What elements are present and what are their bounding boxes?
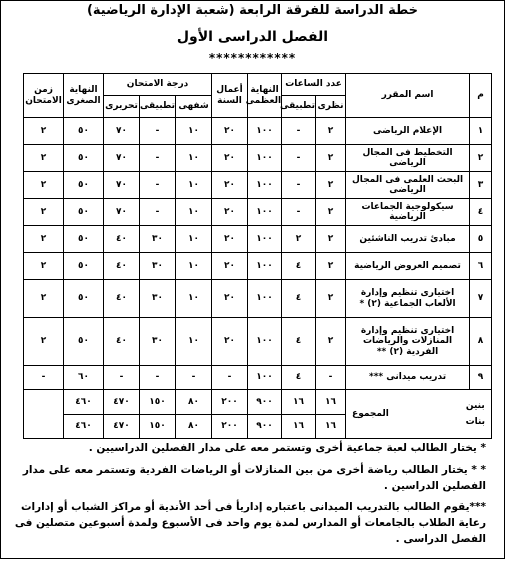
total-girls-min: ٤٦٠ — [64, 415, 104, 439]
cell-time: ٢ — [24, 226, 64, 253]
cell-applied: ٣٠ — [140, 226, 176, 253]
cell-yearwork: ٢٠ — [212, 318, 248, 366]
cell-practical: - — [282, 118, 316, 145]
cell-max: ١٠٠ — [248, 172, 282, 199]
header-theory: نظرى — [316, 96, 346, 118]
totals-label: المجموع — [352, 408, 389, 419]
header-yearwork: أعمال السنة — [212, 74, 248, 118]
total-girls-theory: ١٦ — [316, 415, 346, 439]
totals-row-boys — [24, 390, 492, 415]
cell-course: اختيارى تنظيم وإدارة المنازلات والرياضات الفردية (٢) ** — [346, 318, 470, 366]
cell-min: ٥٠ — [64, 172, 104, 199]
header-oral: شفهى — [176, 96, 212, 118]
cell-practical: ٤ — [282, 366, 316, 390]
footnote-2: * * يختار الطالب رياضة أخرى من بين المنازلات أو الرياضات الفردية وتستمر معه على مدار الفصلين الدراسين . — [22, 463, 486, 492]
footnote-1: * يختار الطالب لعبة جماعية أخرى وتستمر معه على مدار الفصلين الدراسيين . — [88, 442, 486, 454]
totals-boys-label: بنين — [465, 400, 485, 411]
cell-practical: - — [282, 172, 316, 199]
cell-yearwork: - — [212, 366, 248, 390]
cell-practical: - — [282, 145, 316, 172]
cell-written: ٧٠ — [104, 199, 140, 226]
cell-time: - — [24, 366, 64, 390]
cell-practical: - — [282, 199, 316, 226]
cell-written: ٤٠ — [104, 226, 140, 253]
cell-theory: ٢ — [316, 318, 346, 366]
cell-written: ٤٠ — [104, 253, 140, 280]
cell-num: ٣ — [470, 172, 492, 199]
cell-num: ٧ — [470, 280, 492, 318]
cell-time: ٢ — [24, 199, 64, 226]
totals-label-cell — [346, 390, 492, 439]
cell-course: الإعلام الرياضى — [346, 118, 470, 145]
table-row — [24, 172, 492, 199]
header-time: زمن الامتحان — [24, 74, 64, 118]
header-written: تحريرى — [104, 96, 140, 118]
cell-theory: ٢ — [316, 253, 346, 280]
cell-min: ٥٠ — [64, 280, 104, 318]
cell-yearwork: ٢٠ — [212, 172, 248, 199]
cell-num: ٦ — [470, 253, 492, 280]
cell-time: ٢ — [24, 145, 64, 172]
cell-written: - — [104, 366, 140, 390]
cell-applied: ٣٠ — [140, 253, 176, 280]
total-boys-oral: ٨٠ — [176, 390, 212, 415]
cell-yearwork: ٢٠ — [212, 280, 248, 318]
cell-max: ١٠٠ — [248, 199, 282, 226]
cell-time: ٢ — [24, 280, 64, 318]
cell-written: ٧٠ — [104, 118, 140, 145]
total-girls-max: ٩٠٠ — [248, 415, 282, 439]
cell-max: ١٠٠ — [248, 366, 282, 390]
total-girls-yearwork: ٢٠٠ — [212, 415, 248, 439]
cell-theory: ٢ — [316, 172, 346, 199]
title-separator: ************ — [208, 51, 297, 65]
cell-applied: - — [140, 366, 176, 390]
cell-yearwork: ٢٠ — [212, 118, 248, 145]
total-girls-written: ٤٧٠ — [104, 415, 140, 439]
cell-applied: - — [140, 118, 176, 145]
total-time-empty — [24, 390, 64, 439]
total-boys-theory: ١٦ — [316, 390, 346, 415]
cell-time: ٢ — [24, 118, 64, 145]
header-applied: تطبيقى — [140, 96, 176, 118]
cell-oral: ١٠ — [176, 118, 212, 145]
cell-num: ٤ — [470, 199, 492, 226]
cell-time: ٢ — [24, 172, 64, 199]
cell-course: سيكولوجية الجماعات الرياضية — [346, 199, 470, 226]
total-boys-written: ٤٧٠ — [104, 390, 140, 415]
footnote-3: ***يقوم الطالب بالتدريب الميدانى باعتباره إداريأ فى أحد الأندية أو مراكز الشباب أو إدارات رعاية الطلاب بالجامعات أو المدارس لمدة يوم واحد فى الأسبوع ولمدة أسبوعين متصلين فى الفصل الدراسى . — [14, 501, 486, 545]
table-row — [24, 226, 492, 253]
cell-yearwork: ٢٠ — [212, 145, 248, 172]
cell-min: ٥٠ — [64, 253, 104, 280]
cell-course: التخطيط فى المجال الرياضى — [346, 145, 470, 172]
total-girls-applied: ١٥٠ — [140, 415, 176, 439]
cell-min: ٦٠ — [64, 366, 104, 390]
cell-yearwork: ٢٠ — [212, 253, 248, 280]
cell-practical: ٢ — [282, 226, 316, 253]
cell-min: ٥٠ — [64, 199, 104, 226]
document-title: خطة الدراسة للفرقة الرابعة (شعبة الإدارة الرياضية) — [86, 3, 419, 18]
study-plan-table — [23, 73, 492, 439]
header-examgrade: درجة الامتحان — [104, 74, 212, 96]
cell-oral: ١٠ — [176, 280, 212, 318]
cell-applied: ٣٠ — [140, 318, 176, 366]
table-row — [24, 318, 492, 366]
cell-num: ٢ — [470, 145, 492, 172]
cell-applied: - — [140, 199, 176, 226]
cell-time: ٢ — [24, 318, 64, 366]
cell-course: مبادئ تدريب الناشئين — [346, 226, 470, 253]
cell-min: ٥٠ — [64, 226, 104, 253]
cell-theory: ٢ — [316, 118, 346, 145]
table-header-row — [24, 74, 492, 96]
cell-max: ١٠٠ — [248, 280, 282, 318]
cell-oral: ١٠ — [176, 145, 212, 172]
cell-max: ١٠٠ — [248, 226, 282, 253]
cell-max: ١٠٠ — [248, 145, 282, 172]
table-row — [24, 366, 492, 390]
cell-num: ٨ — [470, 318, 492, 366]
cell-oral: - — [176, 366, 212, 390]
footnotes — [11, 441, 486, 554]
total-boys-applied: ١٥٠ — [140, 390, 176, 415]
cell-practical: ٤ — [282, 280, 316, 318]
cell-theory: ٢ — [316, 145, 346, 172]
cell-oral: ١٠ — [176, 318, 212, 366]
header-min: النهاية الصغرى — [64, 74, 104, 118]
cell-applied: - — [140, 172, 176, 199]
cell-written: ٧٠ — [104, 145, 140, 172]
total-girls-practical: ١٦ — [282, 415, 316, 439]
total-boys-min: ٤٦٠ — [64, 390, 104, 415]
cell-max: ١٠٠ — [248, 318, 282, 366]
cell-min: ٥٠ — [64, 318, 104, 366]
header-course: اسم المقرر — [346, 74, 470, 118]
cell-written: ٧٠ — [104, 172, 140, 199]
cell-applied: ٣٠ — [140, 280, 176, 318]
header-practical: تطبيقى — [282, 96, 316, 118]
total-boys-yearwork: ٢٠٠ — [212, 390, 248, 415]
cell-oral: ١٠ — [176, 172, 212, 199]
cell-oral: ١٠ — [176, 226, 212, 253]
total-boys-practical: ١٦ — [282, 390, 316, 415]
cell-min: ٥٠ — [64, 118, 104, 145]
cell-applied: - — [140, 145, 176, 172]
semester-title: الفصل الدراسى الأول — [176, 29, 329, 45]
cell-min: ٥٠ — [64, 145, 104, 172]
cell-num: ٥ — [470, 226, 492, 253]
table-row — [24, 280, 492, 318]
cell-num: ١ — [470, 118, 492, 145]
cell-course: تدريب ميدانى *** — [346, 366, 470, 390]
cell-yearwork: ٢٠ — [212, 199, 248, 226]
totals-girls-label: بنات — [465, 417, 486, 427]
cell-course: تصميم العروض الرياضية — [346, 253, 470, 280]
table-row — [24, 118, 492, 145]
cell-course: اختيارى تنظيم وإدارة الألعاب الجماعية (٢) * — [346, 280, 470, 318]
cell-num: ٩ — [470, 366, 492, 390]
header-num: م — [470, 74, 492, 118]
cell-max: ١٠٠ — [248, 253, 282, 280]
cell-oral: ١٠ — [176, 199, 212, 226]
table-row — [24, 199, 492, 226]
table-row — [24, 253, 492, 280]
cell-course: البحث العلمى فى المجال الرياضى — [346, 172, 470, 199]
cell-theory: - — [316, 366, 346, 390]
header-hours: عدد الساعات — [282, 74, 346, 96]
cell-theory: ٢ — [316, 226, 346, 253]
cell-theory: ٢ — [316, 280, 346, 318]
cell-written: ٤٠ — [104, 318, 140, 366]
cell-max: ١٠٠ — [248, 118, 282, 145]
header-max: النهاية العظمى — [248, 74, 282, 118]
cell-theory: ٢ — [316, 199, 346, 226]
total-girls-oral: ٨٠ — [176, 415, 212, 439]
cell-practical: ٤ — [282, 318, 316, 366]
cell-yearwork: ٢٠ — [212, 226, 248, 253]
total-boys-max: ٩٠٠ — [248, 390, 282, 415]
table-row — [24, 145, 492, 172]
cell-practical: ٤ — [282, 253, 316, 280]
cell-oral: ١٠ — [176, 253, 212, 280]
cell-time: ٢ — [24, 253, 64, 280]
cell-written: ٤٠ — [104, 280, 140, 318]
